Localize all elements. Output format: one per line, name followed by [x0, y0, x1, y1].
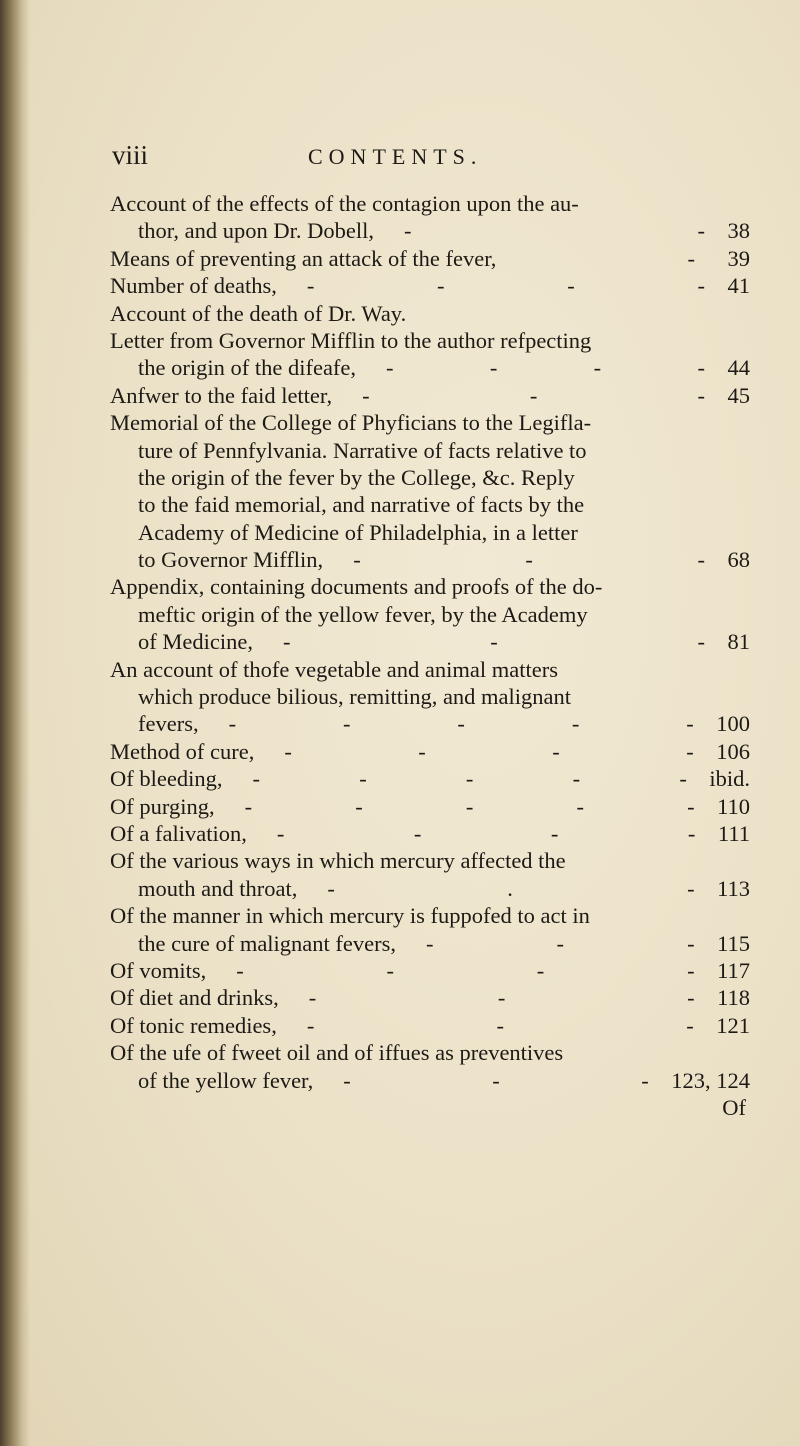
toc-entry-line — [110, 1067, 750, 1094]
toc-entry-text: ture of Pennfylvania. Narrative of facts relative to — [138, 437, 587, 463]
toc-entry — [110, 245, 750, 272]
leader-dash: - — [686, 711, 694, 737]
toc-entry-line — [110, 1012, 750, 1039]
leader-dash: - — [687, 957, 695, 983]
leader-dash: - — [228, 711, 237, 737]
toc-entry — [110, 656, 750, 738]
toc-entry-text: Of bleeding, — [110, 766, 223, 792]
toc-entry-text: Of the various ways in which mercury affected the — [110, 848, 566, 874]
page-number: 45 — [727, 382, 750, 408]
toc-entry-line — [110, 656, 740, 683]
leader-dash: - — [697, 273, 705, 299]
toc-entry — [110, 573, 750, 655]
toc-entry-text: Of purging, — [110, 793, 215, 819]
page-number: 81 — [727, 629, 750, 655]
leader-dash: - — [697, 547, 705, 573]
toc-entry — [110, 1039, 750, 1094]
toc-entry-line — [110, 491, 740, 518]
leader-dash: - — [490, 629, 498, 655]
toc-entry-line — [110, 875, 750, 902]
leader-dash: - — [679, 766, 687, 792]
leader-dash: - — [465, 793, 474, 819]
toc-entry — [110, 272, 750, 299]
toc-entry-text: Of diet and drinks, — [110, 985, 279, 1011]
leader-dash: - — [697, 629, 705, 655]
leader-dash: - — [686, 738, 694, 764]
toc-entry-line — [110, 272, 750, 299]
toc-entry — [110, 902, 750, 957]
page-number: 111 — [717, 820, 750, 846]
toc-entry-text: Letter from Governor Mifflin to the author refpecting — [110, 327, 592, 353]
toc-entry-line — [110, 930, 750, 957]
leader-dash: - — [687, 820, 696, 846]
toc-entry-text: Appendix, containing documents and proofs of the do- — [110, 574, 603, 600]
toc-entry-text: fevers, — [138, 711, 199, 737]
toc-entry-line — [110, 1039, 740, 1066]
toc-entry-text: Account of the effects of the contagion upon the au- — [110, 191, 579, 216]
toc-entry-line — [110, 546, 750, 573]
toc-entry-line — [110, 245, 750, 272]
toc-entry-line — [110, 217, 750, 244]
toc-entry-line — [110, 300, 740, 327]
leader-dash: - — [244, 793, 253, 819]
leader-dash: - — [308, 985, 317, 1011]
toc-entry — [110, 738, 750, 765]
toc-entry-text: of the yellow fever, — [138, 1067, 314, 1093]
toc-entry-text: meftic origin of the yellow fever, by the Academy — [138, 601, 588, 627]
toc-entry-text: which produce bilious, remitting, and malignant — [138, 684, 572, 710]
toc-entry-line — [110, 519, 740, 546]
toc-entry — [110, 984, 750, 1011]
leader-dash: - — [529, 382, 538, 408]
leader-dash: - — [687, 875, 695, 901]
page-number: 44 — [727, 355, 750, 381]
leader-dash: - — [697, 382, 705, 408]
toc-entry-text: thor, and upon Dr. Dobell, — [138, 218, 374, 244]
leader-dash: - — [492, 1067, 500, 1093]
toc-entry — [110, 847, 750, 902]
toc-entry-text: to Governor Mifflin, — [138, 547, 324, 573]
toc-entry-line — [110, 738, 750, 765]
binding-gutter — [0, 0, 30, 1446]
leader-dash: - — [576, 793, 584, 819]
leader-dash: - — [457, 711, 465, 737]
page-number: 115 — [717, 930, 750, 956]
leader-dash: - — [359, 766, 367, 792]
leader-dash: - — [593, 355, 602, 381]
toc-entry-text: Account of the death of Dr. Way. — [110, 300, 407, 326]
toc-entry-line — [110, 601, 740, 628]
leader-dash: - — [571, 711, 580, 737]
leader-dash: - — [550, 820, 559, 846]
toc-entry-line — [110, 793, 750, 820]
leader-dash: - — [386, 957, 395, 983]
page-number: 113 — [717, 875, 750, 901]
leader-dash: - — [236, 957, 244, 983]
toc-entry-text: Academy of Medicine of Philadelphia, in a letter — [138, 519, 578, 545]
toc-entry-text: Anfwer to the faid letter, — [110, 382, 333, 408]
toc-entry-line — [110, 327, 740, 354]
leader-dash: - — [282, 629, 291, 655]
toc-entry-line — [110, 190, 740, 217]
page-number: 110 — [717, 793, 750, 819]
page-number: ibid. — [709, 766, 750, 792]
toc-entry — [110, 327, 750, 382]
toc-entry-line — [110, 820, 750, 847]
toc-entry-line — [110, 847, 740, 874]
folio-number: viii — [112, 140, 149, 170]
leader-dash: - — [641, 1067, 649, 1093]
toc-entry-text: Memorial of the College of Phyficians to the Legifla- — [110, 410, 592, 436]
toc-entry-line — [110, 464, 740, 491]
toc-entry-text: to the faid memorial, and narrative of facts by the — [138, 492, 585, 518]
leader-dash: - — [572, 766, 581, 792]
toc-entry-text: Of vomits, — [110, 957, 207, 983]
leader-dash: - — [687, 245, 695, 271]
leader-dash: - — [426, 930, 434, 956]
toc-entry-text: the cure of malignant fevers, — [138, 930, 397, 956]
leader-dash: - — [465, 766, 474, 792]
leader-dash: - — [343, 711, 351, 737]
leader-dash: - — [362, 382, 370, 408]
leader-dash: - — [327, 875, 335, 901]
page-number: 123, 124 — [671, 1067, 750, 1093]
page-number: 106 — [716, 738, 750, 764]
toc-entry-line — [110, 573, 740, 600]
leader-dash: - — [525, 547, 533, 573]
toc-entry-text: An account of thofe vegetable and animal matters — [110, 656, 558, 682]
toc-entry-line — [110, 683, 740, 710]
page-number: 118 — [717, 985, 750, 1011]
page-header — [112, 140, 712, 180]
leader-dash: - — [686, 1012, 694, 1038]
leader-dash: - — [536, 957, 545, 983]
toc-entry-line — [110, 984, 750, 1011]
leader-dash: - — [355, 793, 363, 819]
leader-dash: - — [489, 355, 498, 381]
leader-dash: - — [697, 355, 705, 381]
leader-dash: - — [556, 930, 565, 956]
toc-entry-line — [110, 437, 740, 464]
page-number: 117 — [717, 957, 750, 983]
toc-entry — [110, 765, 750, 792]
page-number: 38 — [727, 218, 750, 244]
leader-dash: - — [353, 547, 361, 573]
toc-entry-line — [110, 382, 750, 409]
toc-entry-line — [110, 409, 740, 436]
page-number: 41 — [727, 273, 750, 299]
leader-dash: - — [497, 985, 506, 1011]
toc-entry-text: Of the ufe of fweet oil and of iffues as preventives — [110, 1040, 564, 1066]
toc-entry — [110, 820, 750, 847]
leader-dash: - — [343, 1067, 351, 1093]
leader-dash: - — [697, 218, 705, 244]
contents-list — [110, 190, 750, 1121]
toc-entry-text: the origin of the difeafe, — [138, 355, 357, 381]
leader-dash: - — [496, 1012, 505, 1038]
catchword: Of — [722, 1094, 746, 1120]
toc-entry-line — [110, 628, 750, 655]
leader-dash: - — [687, 793, 695, 819]
leader-dash: - — [306, 273, 315, 299]
page-number: 68 — [727, 547, 750, 573]
toc-entry — [110, 957, 750, 984]
toc-entry-text: mouth and throat, — [138, 875, 298, 901]
toc-entry-line — [110, 354, 750, 381]
toc-entry — [110, 382, 750, 409]
page-number: 121 — [716, 1012, 750, 1038]
toc-entry-text: Of tonic remedies, — [110, 1012, 277, 1038]
toc-entry-line — [110, 957, 750, 984]
toc-entry-text: Method of cure, — [110, 738, 255, 764]
leader-dash: - — [284, 738, 292, 764]
leader-dash: - — [567, 273, 575, 299]
running-title: CONTENTS. — [308, 144, 483, 169]
leader-dash: - — [552, 738, 560, 764]
toc-entry-text: Means of preventing an attack of the fever, — [110, 245, 497, 271]
toc-entry-line — [110, 902, 740, 929]
leader-dash: - — [687, 930, 695, 956]
leader-dash: - — [418, 738, 426, 764]
leader-dash: - — [437, 273, 445, 299]
page-number: 100 — [716, 711, 750, 737]
toc-entry — [110, 793, 750, 820]
toc-entry — [110, 1012, 750, 1039]
toc-entry-text: Of a falivation, — [110, 820, 247, 846]
leader-dash: - — [276, 820, 285, 846]
toc-entry-text: the origin of the fever by the College, &c. Reply — [138, 464, 575, 490]
toc-entry-text: Number of deaths, — [110, 273, 277, 299]
leader-dash: - — [252, 766, 260, 792]
leader-dash: - — [687, 985, 695, 1011]
toc-entry-line — [110, 710, 750, 737]
leader-dash: - — [386, 355, 394, 381]
leader-dash: - — [306, 1012, 315, 1038]
toc-entry-text: Of the manner in which mercury is fuppofed to act in — [110, 903, 590, 929]
leader-dash: - — [413, 820, 422, 846]
leader-dash: . — [507, 875, 513, 901]
toc-entry — [110, 190, 750, 245]
toc-entry — [110, 300, 740, 327]
toc-entry-line — [110, 765, 750, 792]
toc-entry — [110, 409, 750, 573]
page-number: 39 — [727, 245, 750, 271]
toc-entry-text: of Medicine, — [138, 629, 253, 655]
leader-dash: - — [403, 218, 412, 244]
